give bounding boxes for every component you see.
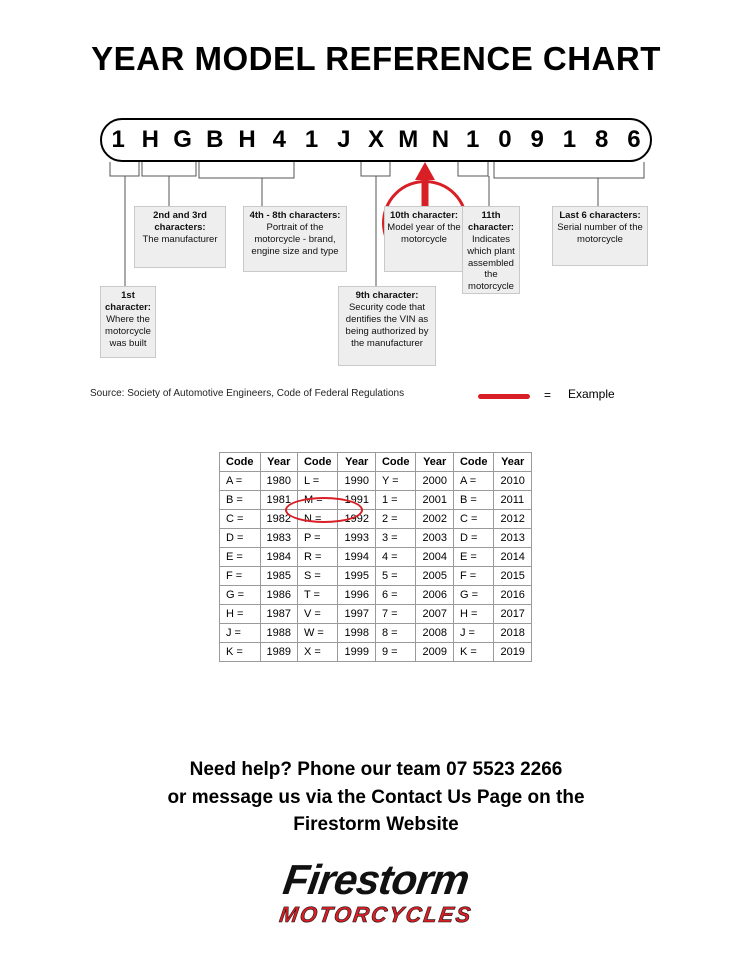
callout-ninth-character	[338, 286, 436, 366]
vin-character: 4	[272, 126, 286, 153]
legend-swatch-icon	[478, 394, 530, 399]
vin-character: X	[367, 126, 384, 153]
logo-wordmark: Firestorm	[280, 856, 472, 903]
year-cell: 1989	[260, 643, 297, 662]
table-header-row	[220, 453, 532, 472]
code-cell: E =	[220, 548, 261, 567]
table-row	[220, 548, 532, 567]
vin-number-bar	[100, 118, 652, 162]
year-cell: 1986	[260, 586, 297, 605]
code-cell: A =	[220, 472, 261, 491]
callout-heading: 11th character:	[468, 210, 514, 233]
code-cell: F =	[220, 567, 261, 586]
year-cell: 1995	[338, 567, 375, 586]
year-cell: 1994	[338, 548, 375, 567]
code-cell: 2 =	[375, 510, 416, 529]
year-cell: 2019	[494, 643, 531, 662]
code-cell: P =	[297, 529, 338, 548]
callout-body: Indicates which plant assembled the motorcycle	[467, 233, 515, 293]
year-cell: 2004	[416, 548, 453, 567]
vin-character: 8	[594, 126, 609, 153]
firestorm-logo	[196, 856, 556, 942]
code-cell: H =	[220, 605, 261, 624]
table-row	[220, 529, 532, 548]
callout-body: Model year of the motorcycle	[387, 221, 461, 245]
year-cell-highlighted: 1991	[338, 491, 375, 510]
code-cell: J =	[220, 624, 261, 643]
vin-character-model-year: M	[398, 126, 419, 153]
year-cell: 2008	[416, 624, 453, 643]
callout-first-character	[100, 286, 156, 358]
year-cell: 1992	[338, 510, 375, 529]
callout-heading: 10th character:	[389, 210, 459, 221]
legend-equals-sign: =	[544, 388, 552, 402]
table-row	[220, 472, 532, 491]
vin-character: 0	[498, 126, 512, 153]
code-cell: G =	[453, 586, 494, 605]
callout-fourth-eighth-characters	[243, 206, 347, 272]
vin-character: 1	[304, 126, 319, 153]
year-cell: 1988	[260, 624, 297, 643]
code-cell: 4 =	[375, 548, 416, 567]
year-cell: 2005	[416, 567, 453, 586]
code-cell: Y =	[375, 472, 416, 491]
code-cell: K =	[220, 643, 261, 662]
callout-body: Security code that dentifies the VIN as being authorized by the manufacturer	[345, 301, 429, 349]
table-row	[220, 586, 532, 605]
year-cell: 2003	[416, 529, 453, 548]
code-cell: 9 =	[375, 643, 416, 662]
year-cell: 2002	[416, 510, 453, 529]
year-cell: 2017	[494, 605, 531, 624]
year-cell: 1993	[338, 529, 375, 548]
code-cell: 6 =	[375, 586, 416, 605]
footer-contact-text	[0, 756, 752, 839]
code-cell: R =	[297, 548, 338, 567]
year-cell: 2001	[416, 491, 453, 510]
vin-character: 1	[111, 126, 125, 153]
code-cell: X =	[297, 643, 338, 662]
code-cell: C =	[453, 510, 494, 529]
column-header: Code	[375, 453, 416, 472]
column-header: Code	[297, 453, 338, 472]
vin-character: 9	[530, 126, 544, 153]
vin-character: N	[431, 126, 450, 153]
code-cell: S =	[297, 567, 338, 586]
year-cell: 1982	[260, 510, 297, 529]
code-cell: B =	[220, 491, 261, 510]
vin-character: 6	[627, 126, 641, 153]
year-cell: 1983	[260, 529, 297, 548]
callout-body: Portrait of the motorcycle - brand, engine size and type	[251, 221, 339, 257]
year-cell: 1998	[338, 624, 375, 643]
code-cell: D =	[220, 529, 261, 548]
footer-line-2: or message us via the Contact Us Page on the	[167, 786, 585, 808]
source-text: Source: Society of Automotive Engineers, Code of Federal Regulations	[90, 388, 405, 399]
year-cell: 2000	[416, 472, 453, 491]
code-cell: A =	[453, 472, 494, 491]
callout-eleventh-character	[462, 206, 520, 294]
code-cell: J =	[453, 624, 494, 643]
year-cell: 2016	[494, 586, 531, 605]
year-cell: 1980	[260, 472, 297, 491]
year-cell: 1990	[338, 472, 375, 491]
vin-character: 1	[562, 126, 577, 153]
code-cell: K =	[453, 643, 494, 662]
footer-line-1: Need help? Phone our team 07 5523 2266	[189, 759, 563, 780]
code-cell: 5 =	[375, 567, 416, 586]
code-cell: D =	[453, 529, 494, 548]
year-cell: 2007	[416, 605, 453, 624]
callout-body: Serial number of the motorcycle	[557, 221, 643, 245]
callout-heading: 1st character:	[105, 290, 151, 313]
year-cell: 2013	[494, 529, 531, 548]
vin-character: H	[141, 126, 160, 153]
code-cell: T =	[297, 586, 338, 605]
m-1991-highlight-circle	[285, 497, 363, 523]
code-cell: L =	[297, 472, 338, 491]
year-cell: 2015	[494, 567, 531, 586]
vin-character: H	[238, 126, 256, 153]
table-row	[220, 510, 532, 529]
column-header: Code	[220, 453, 261, 472]
column-header: Year	[338, 453, 375, 472]
code-cell: 7 =	[375, 605, 416, 624]
year-cell: 2010	[494, 472, 531, 491]
year-cell: 1981	[260, 491, 297, 510]
code-cell: N =	[297, 510, 338, 529]
legend-label: Example	[568, 387, 615, 401]
column-header: Year	[260, 453, 297, 472]
code-cell: G =	[220, 586, 261, 605]
code-cell: B =	[453, 491, 494, 510]
code-cell: V =	[297, 605, 338, 624]
year-code-table	[219, 452, 532, 662]
year-cell: 1987	[260, 605, 297, 624]
year-cell: 2014	[494, 548, 531, 567]
table-row	[220, 491, 532, 510]
year-cell: 1997	[338, 605, 375, 624]
column-header: Year	[494, 453, 531, 472]
year-cell: 2011	[494, 491, 531, 510]
column-header: Code	[453, 453, 494, 472]
vin-character: 1	[466, 126, 480, 153]
year-cell: 1984	[260, 548, 297, 567]
year-cell: 2012	[494, 510, 531, 529]
callout-second-third-characters	[134, 206, 226, 268]
vin-character: B	[206, 126, 224, 153]
code-cell: H =	[453, 605, 494, 624]
logo-subtext: MOTORCYCLES	[277, 902, 475, 927]
page-title: YEAR MODEL REFERENCE CHART	[91, 40, 661, 77]
table-row	[220, 643, 532, 662]
callout-heading: 2nd and 3rd characters:	[153, 210, 207, 233]
year-cell: 1999	[338, 643, 375, 662]
code-cell: 1 =	[375, 491, 416, 510]
year-cell: 2006	[416, 586, 453, 605]
callout-heading: Last 6 characters:	[559, 210, 641, 221]
vin-character: J	[337, 126, 351, 153]
code-cell-highlighted: M =	[297, 491, 338, 510]
code-cell: C =	[220, 510, 261, 529]
callout-heading: 4th - 8th characters:	[249, 210, 341, 221]
code-cell: W =	[297, 624, 338, 643]
table-row	[220, 624, 532, 643]
callout-tenth-character	[384, 206, 464, 272]
callout-last-six-characters	[552, 206, 648, 266]
code-cell: 8 =	[375, 624, 416, 643]
year-cell: 2018	[494, 624, 531, 643]
table-row	[220, 605, 532, 624]
year-cell: 1985	[260, 567, 297, 586]
code-cell: F =	[453, 567, 494, 586]
code-cell: 3 =	[375, 529, 416, 548]
code-cell: E =	[453, 548, 494, 567]
column-header: Year	[416, 453, 453, 472]
table-row	[220, 567, 532, 586]
year-cell: 1996	[338, 586, 375, 605]
callout-body: The manufacturer	[142, 233, 218, 245]
footer-line-3: Firestorm Website	[293, 814, 459, 836]
callout-heading: 9th character:	[355, 290, 419, 301]
callout-body: Where the motorcycle was built	[105, 313, 151, 349]
vin-character: G	[173, 126, 192, 153]
year-cell: 2009	[416, 643, 453, 662]
